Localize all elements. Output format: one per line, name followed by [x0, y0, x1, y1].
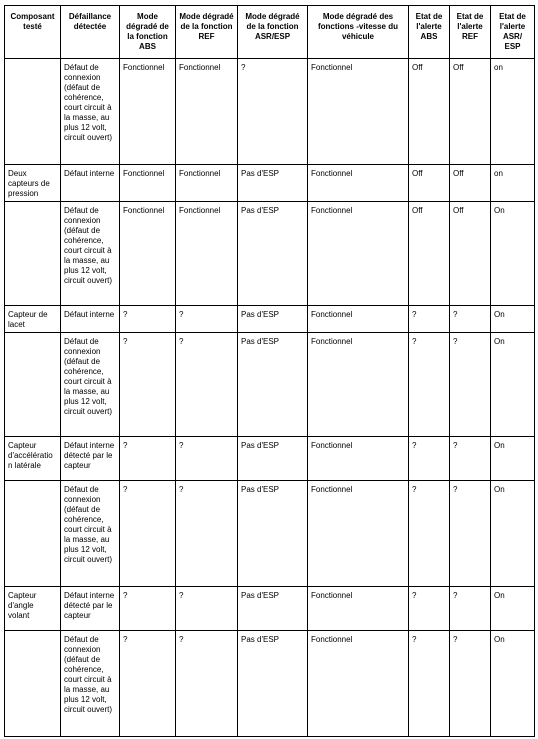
cell-ref-mode: ?: [176, 587, 238, 631]
cell-alerte-ref: ?: [450, 631, 491, 737]
cell-asr-esp-mode: Pas d'ESP: [238, 481, 308, 587]
cell-alerte-asr-esp: On: [491, 202, 535, 306]
table-row: [5, 333, 535, 437]
cell-composant: [5, 59, 61, 165]
cell-asr-esp-mode: Pas d'ESP: [238, 437, 308, 481]
cell-alerte-asr-esp: on: [491, 165, 535, 202]
cell-abs-mode: ?: [120, 587, 176, 631]
table-row: [5, 587, 535, 631]
cell-defaillance: Défaut de connexion (défaut de cohérence, court circuit à la masse, au plus 12 volt, circuit ouvert): [61, 333, 120, 437]
cell-composant: [5, 333, 61, 437]
cell-alerte-abs: Off: [409, 59, 450, 165]
cell-alerte-asr-esp: On: [491, 631, 535, 737]
table-row: [5, 631, 535, 737]
header-row: [5, 6, 535, 59]
cell-vitesse-mode: Fonctionnel: [308, 165, 409, 202]
table-row: [5, 59, 535, 165]
cell-alerte-asr-esp: On: [491, 587, 535, 631]
cell-vitesse-mode: Fonctionnel: [308, 333, 409, 437]
cell-defaillance: Défaut interne: [61, 306, 120, 333]
cell-abs-mode: ?: [120, 437, 176, 481]
cell-ref-mode: Fonctionnel: [176, 202, 238, 306]
cell-defaillance: Défaut interne détecté par le capteur: [61, 437, 120, 481]
cell-alerte-asr-esp: on: [491, 59, 535, 165]
table-row: [5, 481, 535, 587]
cell-alerte-abs: ?: [409, 333, 450, 437]
table-row: [5, 437, 535, 481]
table-header: [5, 6, 535, 59]
cell-ref-mode: ?: [176, 437, 238, 481]
cell-defaillance: Défaut interne: [61, 165, 120, 202]
cell-alerte-abs: ?: [409, 437, 450, 481]
cell-composant: Capteur d'angle volant: [5, 587, 61, 631]
cell-composant: [5, 481, 61, 587]
header-alerte-abs: Etat de l'alerte ABS: [409, 6, 450, 59]
cell-vitesse-mode: Fonctionnel: [308, 481, 409, 587]
header-ref-mode: Mode dégradé de la fonction REF: [176, 6, 238, 59]
cell-alerte-ref: Off: [450, 165, 491, 202]
cell-defaillance: Défaut de connexion (défaut de cohérence, court circuit à la masse, au plus 12 volt, circuit ouvert): [61, 481, 120, 587]
fault-table: [4, 5, 535, 737]
cell-abs-mode: ?: [120, 333, 176, 437]
header-defaillance: Défaillance détectée: [61, 6, 120, 59]
cell-alerte-ref: ?: [450, 306, 491, 333]
header-alerte-ref: Etat de l'alerte REF: [450, 6, 491, 59]
cell-asr-esp-mode: Pas d'ESP: [238, 333, 308, 437]
cell-abs-mode: Fonctionnel: [120, 59, 176, 165]
cell-asr-esp-mode: Pas d'ESP: [238, 306, 308, 333]
cell-abs-mode: Fonctionnel: [120, 165, 176, 202]
cell-composant: Capteur de lacet: [5, 306, 61, 333]
cell-alerte-ref: ?: [450, 333, 491, 437]
cell-alerte-asr-esp: On: [491, 333, 535, 437]
cell-vitesse-mode: Fonctionnel: [308, 306, 409, 333]
cell-alerte-abs: ?: [409, 481, 450, 587]
cell-alerte-asr-esp: On: [491, 306, 535, 333]
header-composant: Composant testé: [5, 6, 61, 59]
cell-composant: [5, 631, 61, 737]
cell-asr-esp-mode: Pas d'ESP: [238, 165, 308, 202]
cell-defaillance: Défaut de connexion (défaut de cohérence, court circuit à la masse, au plus 12 volt, circuit ouvert): [61, 59, 120, 165]
cell-vitesse-mode: Fonctionnel: [308, 587, 409, 631]
cell-alerte-ref: ?: [450, 481, 491, 587]
cell-alerte-abs: ?: [409, 587, 450, 631]
table-row: [5, 306, 535, 333]
cell-asr-esp-mode: ?: [238, 59, 308, 165]
cell-abs-mode: ?: [120, 481, 176, 587]
cell-ref-mode: ?: [176, 333, 238, 437]
header-vitesse-mode: Mode dégradé des fonctions -vitesse du véhicule: [308, 6, 409, 59]
cell-ref-mode: ?: [176, 306, 238, 333]
cell-vitesse-mode: Fonctionnel: [308, 202, 409, 306]
cell-alerte-abs: Off: [409, 165, 450, 202]
table-row: [5, 165, 535, 202]
table-body: [5, 59, 535, 737]
cell-ref-mode: ?: [176, 481, 238, 587]
cell-asr-esp-mode: Pas d'ESP: [238, 587, 308, 631]
table-row: [5, 202, 535, 306]
cell-alerte-ref: Off: [450, 202, 491, 306]
cell-abs-mode: ?: [120, 306, 176, 333]
cell-alerte-abs: ?: [409, 306, 450, 333]
header-alerte-asr-esp: Etat de l'alerte ASR/ ESP: [491, 6, 535, 59]
cell-asr-esp-mode: Pas d'ESP: [238, 631, 308, 737]
cell-alerte-abs: ?: [409, 631, 450, 737]
header-abs-mode: Mode dégradé de la fonction ABS: [120, 6, 176, 59]
cell-asr-esp-mode: Pas d'ESP: [238, 202, 308, 306]
cell-abs-mode: ?: [120, 631, 176, 737]
cell-vitesse-mode: Fonctionnel: [308, 631, 409, 737]
cell-composant: [5, 202, 61, 306]
cell-alerte-ref: Off: [450, 59, 491, 165]
header-asr-esp-mode: Mode dégradé de la fonction ASR/ESP: [238, 6, 308, 59]
cell-ref-mode: Fonctionnel: [176, 165, 238, 202]
cell-alerte-abs: Off: [409, 202, 450, 306]
cell-composant: Capteur d'accélératio n latérale: [5, 437, 61, 481]
cell-defaillance: Défaut de connexion (défaut de cohérence, court circuit à la masse, au plus 12 volt, circuit ouvert): [61, 202, 120, 306]
cell-composant: Deux capteurs de pression: [5, 165, 61, 202]
cell-vitesse-mode: Fonctionnel: [308, 437, 409, 481]
cell-ref-mode: ?: [176, 631, 238, 737]
cell-abs-mode: Fonctionnel: [120, 202, 176, 306]
cell-alerte-ref: ?: [450, 587, 491, 631]
cell-ref-mode: Fonctionnel: [176, 59, 238, 165]
cell-alerte-asr-esp: On: [491, 437, 535, 481]
cell-defaillance: Défaut de connexion (défaut de cohérence, court circuit à la masse, au plus 12 volt, circuit ouvert): [61, 631, 120, 737]
cell-vitesse-mode: Fonctionnel: [308, 59, 409, 165]
cell-defaillance: Défaut interne détecté par le capteur: [61, 587, 120, 631]
cell-alerte-ref: ?: [450, 437, 491, 481]
cell-alerte-asr-esp: On: [491, 481, 535, 587]
